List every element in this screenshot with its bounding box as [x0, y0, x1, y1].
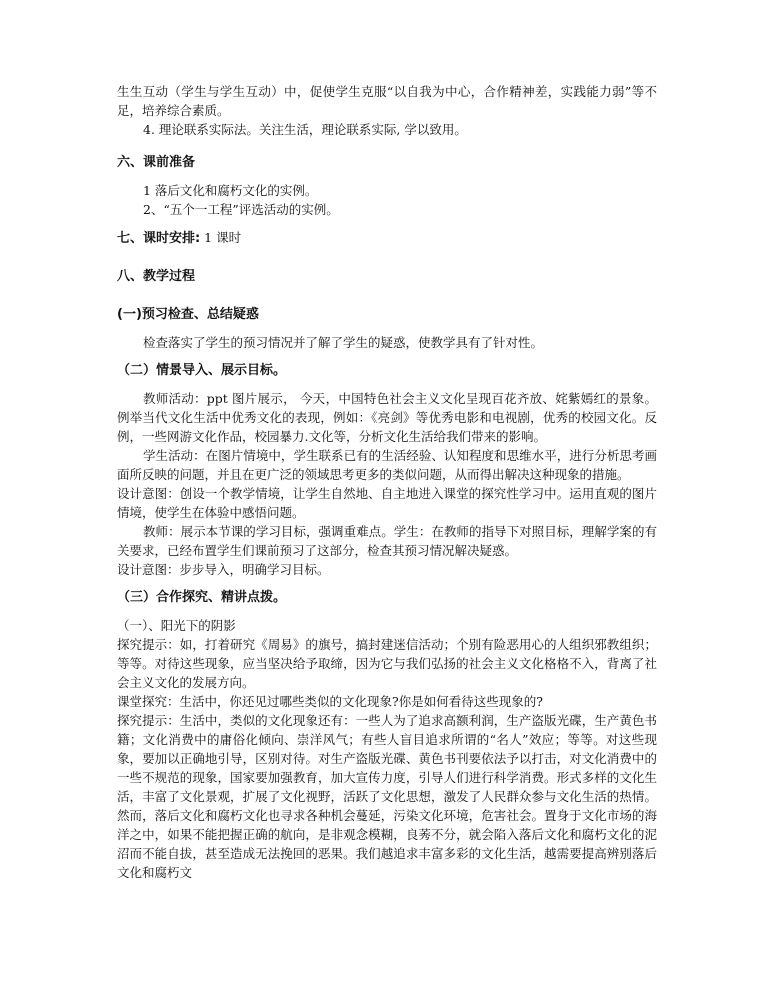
- part-3-heading: （三）合作探究、精讲点拨。: [117, 590, 287, 605]
- design-intent-2: 设计意图：步步导入，明确学习目标。: [117, 562, 330, 577]
- part-1-heading: (一)预习检查、总结疑惑: [117, 307, 259, 322]
- classroom-question: 课堂探究：生活中，你还见过哪些类似的文化现象?你是如何看待这些现象的?: [117, 694, 543, 709]
- design-intent-1: 设计意图：创设一个教学情境，让学生自然地、自主地进入课堂的探究性学习中。运用直观的图片情境，使学生在体验中感悟问题。: [117, 486, 657, 520]
- prep-item-1: 1 落后文化和腐朽文化的实例。: [143, 183, 318, 198]
- exploration-hint-1: 探究提示：如，打着研究《周易》的旗号，搞封建迷信活动；个别有险恶用心的人组织邪教组织；等等。对待这些现象，应当坚决给予取缔，因为它与我们弘扬的社会主义文化格格不入，背离了社会主义文化的发展方向。: [117, 637, 657, 690]
- teacher-goals-paragraph: 教师：展示本节课的学习目标，强调重难点。学生：在教师的指导下对照目标，理解学案的有关要求，已经布置学生们课前预习了这部分，检查其预习情况解决疑惑。: [117, 524, 657, 558]
- subsection-title: （一）、阳光下的阴影: [117, 618, 236, 633]
- teacher-activity-paragraph: 教师活动：ppt 图片展示， 今天，中国特色社会主义文化呈现百花齐放、姹紫嫣红的景象。例举当代文化生活中优秀文化的表现，例如：《亮剑》等优秀电影和电视剧，优秀的校园文化。反例，一些网游文化作品，校园暴力.文化等，分析文化生活给我们带来的影响。: [117, 391, 657, 444]
- section-7-heading: [117, 228, 657, 248]
- section-6-heading: 六、课前准备: [117, 155, 196, 170]
- intro-paragraph: 生生互动（学生与学生互动）中，促使学生克服“以自我为中心，合作精神差，实践能力弱”等不足，培养综合素质。: [117, 84, 657, 118]
- student-activity-paragraph: 学生活动：在图片情境中，学生联系已有的生活经验、认知程度和思维水平，进行分析思考画面所反映的问题，并且在更广泛的领域思考更多的类似问题，从而得出解决这种现象的措施。: [117, 448, 657, 482]
- section-7-label: 七、课时安排:: [117, 231, 201, 246]
- method-4-paragraph: 4. 理论联系实际法。关注生活，理论联系实际, 学以致用。: [143, 122, 467, 137]
- part-1-text: 检查落实了学生的预习情况并了解了学生的疑惑，使教学具有了针对性。: [143, 335, 544, 350]
- part-2-heading: （二）情景导入、展示目标。: [117, 363, 287, 378]
- section-7-value: 1 课时: [200, 230, 242, 245]
- prep-item-2: 2、“五个一工程”评选活动的实例。: [143, 202, 339, 217]
- document-page: [117, 82, 657, 882]
- section-8-heading: 八、教学过程: [117, 269, 196, 284]
- exploration-hint-2: 探究提示：生活中，类似的文化现象还有：一些人为了追求高额利润，生产盗版光碟，生产黄色书籍；文化消费中的庸俗化倾向、崇洋风气；有些人盲目追求所谓的“名人”效应；等等。对这些现象，要加以正确地引导，区别对待。对生产盗版光碟、黄色书刊要依法予以打击，对文化消费中的一些不规范的现象，国家要加强教育，加大宣传力度，引导人们进行科学消费。形式多样的文化生活，丰富了文化景观，扩展了文化视野，活跃了文化思想，激发了人民群众参与文化生活的热情。然而，落后文化和腐朽文化也寻求各种机会蔓延，污染文化环境，危害社会。置身于文化市场的海洋之中，如果不能把握正确的航向，是非观念模糊，良莠不分，就会陷入落后文化和腐朽文化的泥沼而不能自拔，甚至造成无法挽回的恶果。我们越追求丰富多彩的文化生活，越需要提高辨别落后文化和腐朽文: [117, 713, 657, 880]
